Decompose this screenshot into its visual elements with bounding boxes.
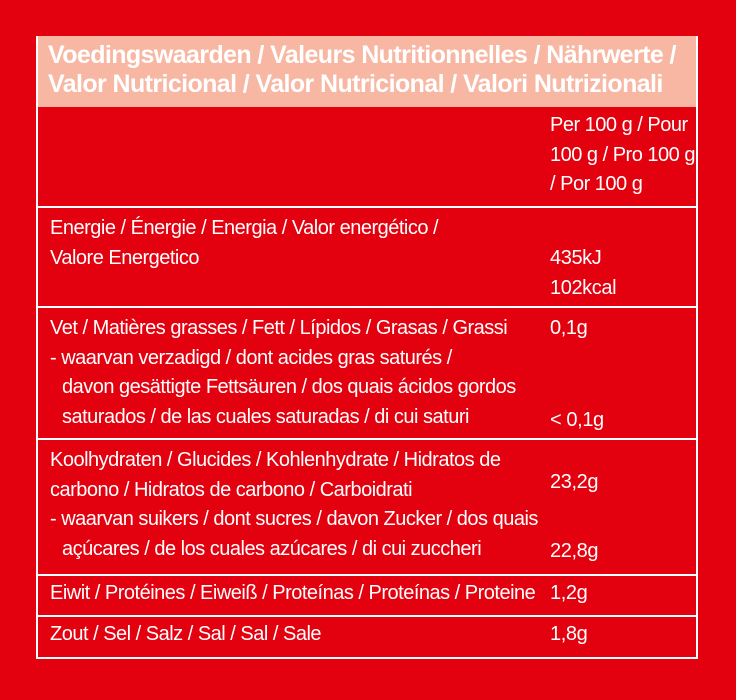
- energy-label: Energie / Énergie / Energia / Valor energético / Valore Energetico: [50, 217, 439, 269]
- title-line-2: Valor Nutricional / Valor Nutricional / Valori Nutrizionali: [48, 70, 663, 98]
- saturated-fat-label: - waarvan verzadigd / dont acides gras saturés /: [50, 346, 452, 369]
- salt-value: 1,8g: [550, 623, 588, 645]
- salt-row: [38, 615, 696, 657]
- protein-label: Eiwit / Protéines / Eiweiß / Proteínas / Proteínas / Proteine: [50, 582, 536, 604]
- energy-value: [550, 244, 616, 303]
- carbohydrates-label: Koolhydraten / Glucides / Kohlenhydrate / Hidratos de carbono / Hidratos de carbono / Carboidrati - waarvan suikers / dont sucres / davon Zucker / dos quais açúcares / de los cuales azúcares / di cui zuccheri: [50, 449, 538, 560]
- sugars-label: - waarvan suikers / dont sucres / davon Zucker / dos quais: [50, 508, 538, 530]
- energy-kcal: 102kcal: [550, 276, 617, 299]
- protein-value: 1,2g: [550, 582, 588, 604]
- energy-row: [38, 206, 696, 306]
- fat-row: [38, 306, 696, 438]
- sugars-value: 22,8g: [550, 540, 599, 562]
- table-title: [38, 36, 696, 107]
- per-100g-header: Per 100 g / Pour 100 g / Pro 100 g / Por 100 g: [550, 114, 695, 195]
- nutrition-table: [36, 36, 698, 659]
- title-line-1: Voedingswaarden / Valeurs Nutritionnelles / Nährwerte /: [48, 41, 676, 69]
- column-header-row: [38, 107, 696, 206]
- protein-row: [38, 574, 696, 615]
- fat-label: Vet / Matières grasses / Fett / Lípidos / Grasas / Grassi - waarvan verzadigd / dont acides gras saturés / davon gesättigte Fettsäuren / dos quais ácidos gordos saturados / de las cuales saturadas / di cui saturi: [50, 314, 520, 432]
- energy-kj: 435kJ: [550, 247, 602, 269]
- saturated-fat-value: < 0,1g: [550, 409, 604, 431]
- salt-label: Zout / Sel / Salz / Sal / Sal / Sale: [50, 623, 322, 645]
- fat-value: 0,1g: [550, 317, 588, 339]
- carbohydrates-row: [38, 438, 696, 574]
- carbohydrates-value: 23,2g: [550, 471, 599, 493]
